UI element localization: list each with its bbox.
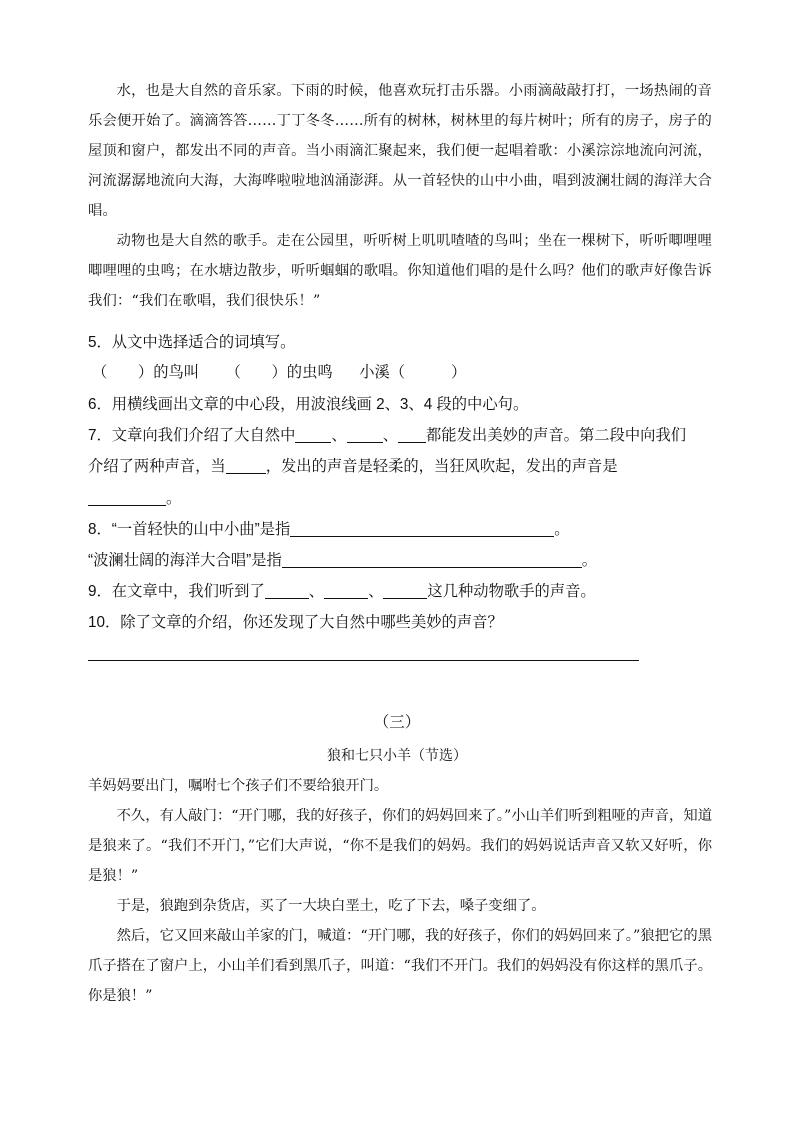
reading-passage-2 xyxy=(88,76,712,316)
q7-blank-1[interactable] xyxy=(295,424,331,443)
q10-answer-line[interactable] xyxy=(88,660,639,661)
story-paragraph: 不久，有人敲门：“开门哪，我的好孩子，你们的妈妈回来了。”小山羊们听到粗哑的声音，知道是狼来了。“我们不开门，”它们大声说，“你不是我们的妈妈。我们的妈妈说话声音又软又好听，你是狼！” xyxy=(88,808,712,884)
q5-blank-bird[interactable]: （ ）的鸟叫 xyxy=(92,364,200,381)
question-5: 5．从文中选择适合的词填写。 xyxy=(88,334,296,351)
question-10: 10．除了文章的介绍，你还发现了大自然中哪些美妙的声音？ xyxy=(88,614,503,631)
q7-blank-4[interactable] xyxy=(226,455,266,474)
question-7: 7．文章向我们介绍了大自然中 、 、 都能发出美妙的声音。第二段中向我们 xyxy=(88,420,686,451)
question-5-blanks xyxy=(92,357,466,388)
question-6: 6．用横线画出文章的中心段，用波浪线画 2、3、4 段的中心句。 xyxy=(88,396,529,413)
question-7-line2: 介绍了两种声音，当 ，发出的声音是轻柔的，当狂风吹起，发出的声音是 xyxy=(88,451,618,482)
story-paragraph: 于是，狼跑到杂货店，买了一大块白垩土，吃了下去，嗓子变细了。 xyxy=(116,898,546,914)
q7-blank-2[interactable] xyxy=(347,424,383,443)
q8-blank-1[interactable] xyxy=(290,518,554,537)
q7-blank-3[interactable] xyxy=(398,424,426,443)
q7-blank-5[interactable] xyxy=(88,487,166,506)
story-paragraph: 然后，它又回来敲山羊家的门，喊道：“开门哪，我的好孩子，你们的妈妈回来了。”狼把它的黑爪子搭在了窗户上，小山羊们看到黑爪子，叫道：“我们不开门。我们的妈妈没有你这样的黑爪子。你是狼！” xyxy=(88,928,712,1004)
q9-blank-2[interactable] xyxy=(324,580,368,599)
q5-blank-insect[interactable]: （ ）的虫鸣 xyxy=(225,364,333,381)
q9-blank-3[interactable] xyxy=(383,580,427,599)
question-8b: “波澜壮阔的海洋大合唱”是指 。 xyxy=(88,545,597,576)
question-8a: 8．“一首轻快的山中小曲”是指 。 xyxy=(88,514,570,545)
question-7-line3: 。 xyxy=(88,483,181,514)
passage-paragraph: 水，也是大自然的音乐家。下雨的时候，他喜欢玩打击乐器。小雨滴敲敲打打，一场热闹的音乐会便开始了。滴滴答答……丁丁冬冬……所有的树林，树林里的每片树叶；所有的房子，房子的屋顶和窗户，都发出不同的声音。当小雨滴汇聚起来，我们便一起唱着歌：小溪淙淙地流向河流，河流潺潺地流向大海，大海哗啦啦地汹涌澎湃。从一首轻快的山中小曲，唱到波澜壮阔的海洋大合唱。 xyxy=(88,83,712,219)
q8-blank-2[interactable] xyxy=(282,549,582,568)
story-title: 狼和七只小羊（节选） xyxy=(327,748,467,764)
reading-passage-3 xyxy=(88,771,712,1011)
section-heading: （三） xyxy=(373,713,421,731)
passage-paragraph: 动物也是大自然的歌手。走在公园里，听听树上叽叽喳喳的鸟叫；坐在一棵树下，听听唧哩哩唧哩哩的虫鸣；在水塘边散步，听听蝈蝈的歌唱。你知道他们唱的是什么吗？他们的歌声好像告诉我们：“我们在歌唱，我们很快乐！” xyxy=(88,233,712,309)
question-9: 9．在文章中，我们听到了 、 、 这几种动物歌手的声音。 xyxy=(88,576,596,607)
q9-blank-1[interactable] xyxy=(265,580,309,599)
q5-blank-stream[interactable]: 小溪（ ） xyxy=(359,364,467,381)
story-paragraph: 羊妈妈要出门，嘱咐七个孩子们不要给狼开门。 xyxy=(88,778,389,794)
